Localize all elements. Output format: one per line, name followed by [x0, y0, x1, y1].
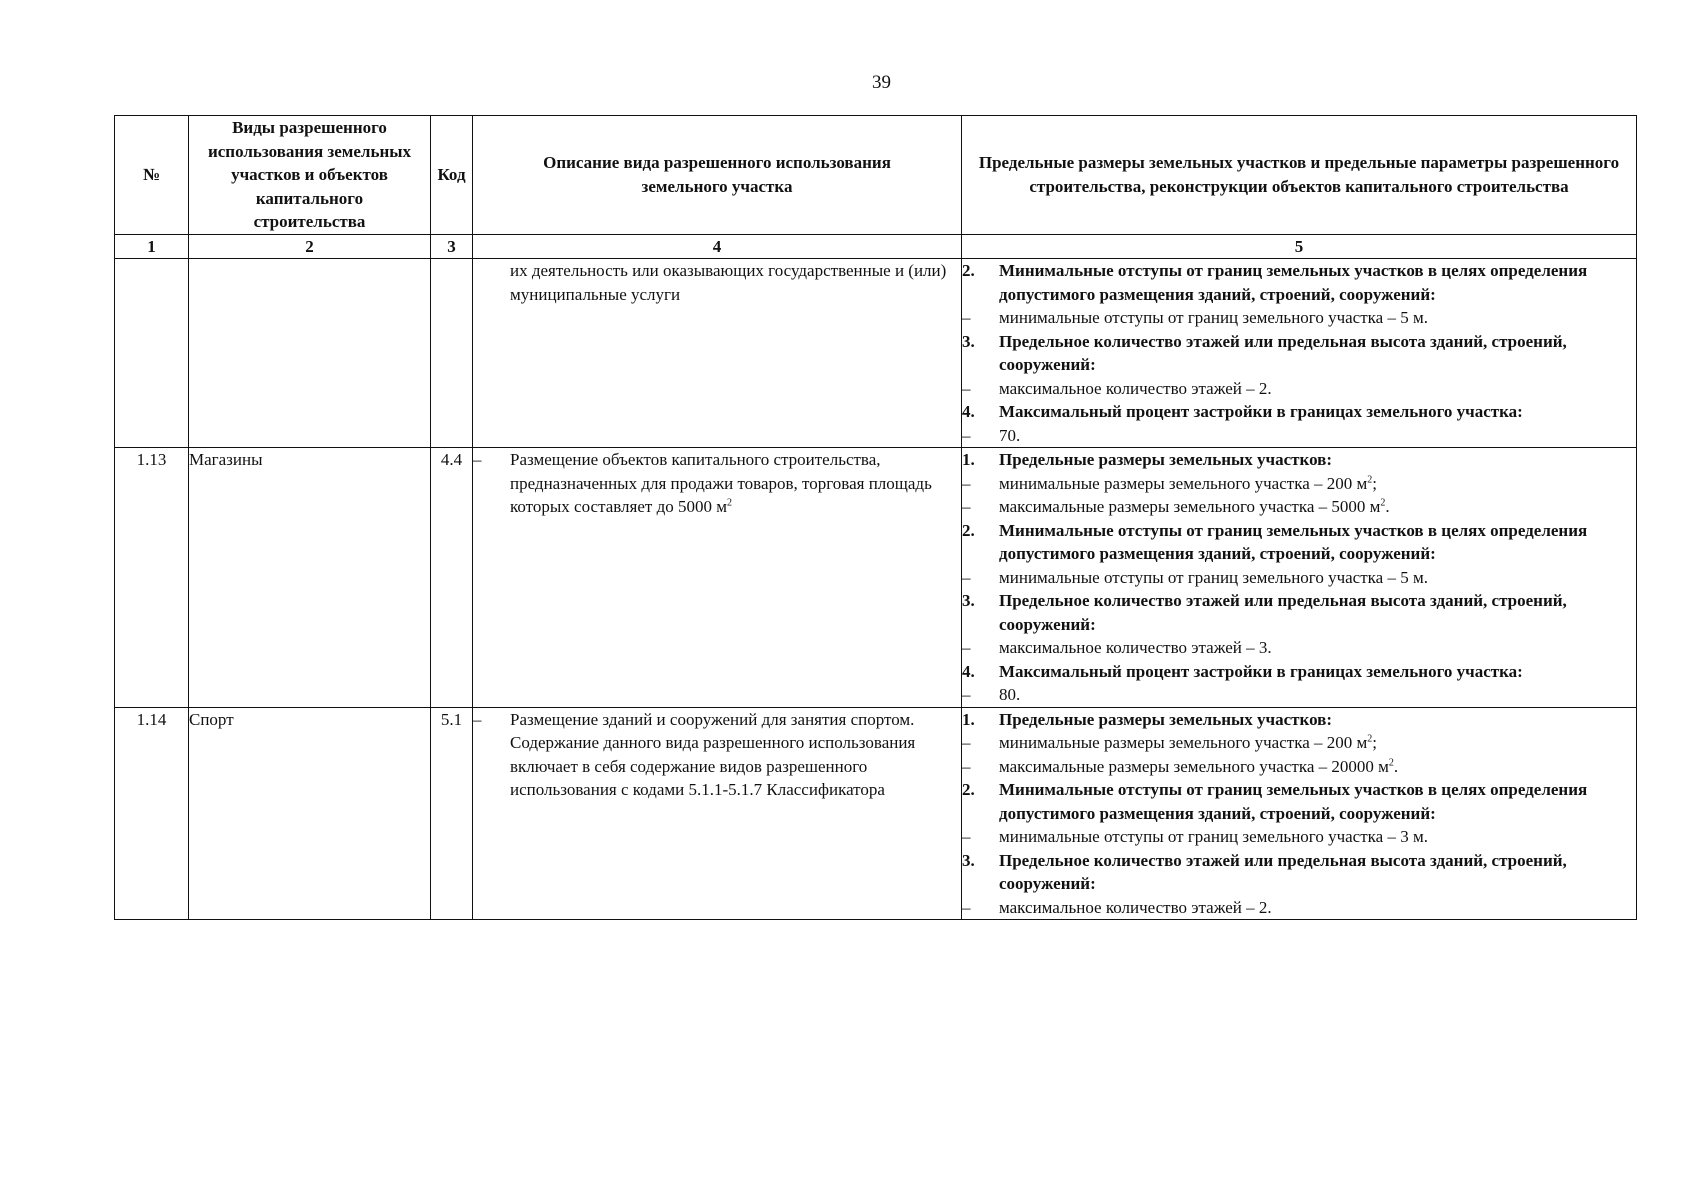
- parameter-label: 4.: [962, 661, 975, 681]
- parameter-heading: [962, 259, 1636, 306]
- parameter-text: минимальные отступы от границ земельного участка – 5 м.: [999, 567, 1428, 587]
- header-parameters: Предельные размеры земельных участков и предельные параметры разрешенного строительства, реконструкции объектов капитального строительства: [962, 116, 1637, 235]
- row-use-type: Магазины: [189, 448, 431, 708]
- parameter-label: –: [962, 308, 971, 327]
- parameter-heading: [962, 849, 1636, 896]
- column-number: 3: [431, 234, 473, 259]
- header-use-type: Виды разрешенного использования земельных участков и объектов капитального строительства: [189, 116, 431, 235]
- parameter-text: минимальные отступы от границ земельного участка – 5 м.: [999, 308, 1428, 327]
- row-number: 1.13: [115, 448, 189, 708]
- parameter-label: 1.: [962, 450, 975, 469]
- column-number: 4: [473, 234, 962, 259]
- parameter-label: –: [962, 638, 971, 657]
- parameter-heading: [962, 778, 1636, 825]
- parameter-punctuation: ;: [1372, 473, 1377, 493]
- row-description: [473, 707, 962, 920]
- table-row: [115, 707, 1637, 920]
- parameter-label: –: [962, 378, 971, 398]
- parameter-text: Максимальный процент застройки в границах земельного участка:: [999, 661, 1523, 681]
- row-number: [115, 259, 189, 448]
- column-number: 2: [189, 234, 431, 259]
- description-text: их деятельность или оказывающих государственные и (или) муниципальные услуги: [510, 261, 947, 304]
- parameter-label: –: [962, 756, 971, 776]
- parameter-item: [962, 731, 1636, 755]
- parameter-text: минимальные размеры земельного участка – 200 м: [999, 473, 1368, 493]
- row-parameters: [962, 707, 1637, 920]
- column-number: 1: [115, 234, 189, 259]
- superscript: 2: [1367, 473, 1373, 485]
- column-number: 5: [962, 234, 1637, 259]
- parameter-label: 1.: [962, 709, 975, 729]
- parameter-label: 4.: [962, 402, 975, 421]
- row-description: [473, 448, 962, 708]
- parameter-punctuation: ;: [1372, 733, 1377, 752]
- parameter-text: 80.: [999, 685, 1021, 704]
- parameter-item: [962, 377, 1636, 401]
- row-parameters: [962, 448, 1637, 708]
- parameter-item: [962, 755, 1636, 779]
- row-parameters: [962, 259, 1637, 448]
- parameter-label: –: [962, 473, 971, 493]
- parameter-label: –: [962, 827, 971, 846]
- superscript: 2: [1367, 733, 1373, 745]
- row-code: [431, 259, 473, 448]
- parameter-text: Максимальный процент застройки в границах земельного участка:: [999, 402, 1523, 421]
- row-code: 4.4: [431, 448, 473, 708]
- parameter-text: Минимальные отступы от границ земельных участков в целях определения допустимого размещения зданий, строений, сооружений:: [999, 520, 1588, 563]
- parameter-item: [962, 566, 1636, 590]
- row-description: [473, 259, 962, 448]
- parameter-heading: [962, 708, 1636, 732]
- description-dash: –: [473, 450, 482, 469]
- parameter-item: [962, 424, 1636, 448]
- parameter-item: [962, 825, 1636, 849]
- parameter-label: –: [962, 685, 971, 704]
- description-text: Размещение зданий и сооружений для занятия спортом. Содержание данного вида разрешенного использования включает в себя содержание видов разрешенного использования с кодами 5.1.1-5.1.7 Классификатора: [510, 709, 916, 799]
- parameter-text: Предельное количество этажей или предельная высота зданий, строений, сооружений:: [999, 331, 1567, 374]
- superscript: 2: [726, 497, 732, 509]
- parameter-text: Предельные размеры земельных участков:: [999, 450, 1333, 469]
- parameter-label: –: [962, 567, 971, 587]
- table-row: [115, 448, 1637, 708]
- parameter-label: 2.: [962, 780, 975, 799]
- description-dash: –: [473, 709, 482, 729]
- parameter-punctuation: .: [1393, 756, 1399, 776]
- parameter-text: максимальное количество этажей – 2.: [999, 897, 1272, 917]
- description-dash: [473, 259, 510, 306]
- parameter-item: [962, 636, 1636, 660]
- parameter-label: 3.: [962, 850, 975, 870]
- parameter-item: [962, 495, 1636, 519]
- parameter-heading: [962, 589, 1636, 636]
- parameter-label: 3.: [962, 591, 975, 610]
- parameter-item: [962, 896, 1636, 920]
- parameter-label: 3.: [962, 331, 975, 351]
- parameter-label: 2.: [962, 261, 975, 280]
- row-number: 1.14: [115, 707, 189, 920]
- parameter-text: Минимальные отступы от границ земельных участков в целях определения допустимого размещения зданий, строений, сооружений:: [999, 780, 1588, 823]
- header-code: Код: [431, 116, 473, 235]
- superscript: 2: [1380, 497, 1386, 509]
- parameter-label: –: [962, 497, 971, 516]
- page-number: 39: [872, 72, 891, 93]
- parameter-label: 2.: [962, 520, 975, 540]
- parameter-label: –: [962, 733, 971, 752]
- parameter-text: Предельные размеры земельных участков:: [999, 709, 1333, 729]
- header-number: №: [115, 116, 189, 235]
- parameter-heading: [962, 660, 1636, 684]
- parameter-heading: [962, 330, 1636, 377]
- parameter-text: максимальные размеры земельного участка – 20000 м: [999, 756, 1389, 776]
- land-use-table: [114, 115, 1637, 920]
- parameter-text: 70.: [999, 425, 1021, 445]
- parameter-text: максимальное количество этажей – 2.: [999, 378, 1272, 398]
- parameter-item: [962, 472, 1636, 496]
- row-code: 5.1: [431, 707, 473, 920]
- parameter-punctuation: .: [1385, 497, 1390, 516]
- parameter-label: –: [962, 425, 971, 445]
- row-use-type: [189, 259, 431, 448]
- header-description: Описание вида разрешенного использования земельного участка: [473, 116, 962, 235]
- parameter-heading: [962, 519, 1636, 566]
- parameter-text: Минимальные отступы от границ земельных участков в целях определения допустимого размещения зданий, строений, сооружений:: [999, 261, 1588, 304]
- table-row: [115, 259, 1637, 448]
- parameter-heading: [962, 448, 1636, 472]
- parameter-text: Предельное количество этажей или предельная высота зданий, строений, сооружений:: [999, 850, 1567, 893]
- parameter-text: максимальные размеры земельного участка – 5000 м: [999, 497, 1381, 516]
- superscript: 2: [1388, 756, 1394, 768]
- parameter-heading: [962, 400, 1636, 424]
- parameter-item: [962, 306, 1636, 330]
- column-number-row: [115, 234, 1637, 259]
- parameter-label: –: [962, 897, 971, 917]
- parameter-item: [962, 683, 1636, 707]
- description-text: Размещение объектов капитального строительства, предназначенных для продажи товаров, торговая площадь которых составляет до 5000 м: [510, 450, 932, 516]
- parameter-text: максимальное количество этажей – 3.: [999, 638, 1272, 657]
- parameter-text: минимальные размеры земельного участка – 200 м: [999, 733, 1368, 752]
- table-header-row: [115, 116, 1637, 235]
- parameter-text: минимальные отступы от границ земельного участка – 3 м.: [999, 827, 1428, 846]
- row-use-type: Спорт: [189, 707, 431, 920]
- parameter-text: Предельное количество этажей или предельная высота зданий, строений, сооружений:: [999, 591, 1567, 634]
